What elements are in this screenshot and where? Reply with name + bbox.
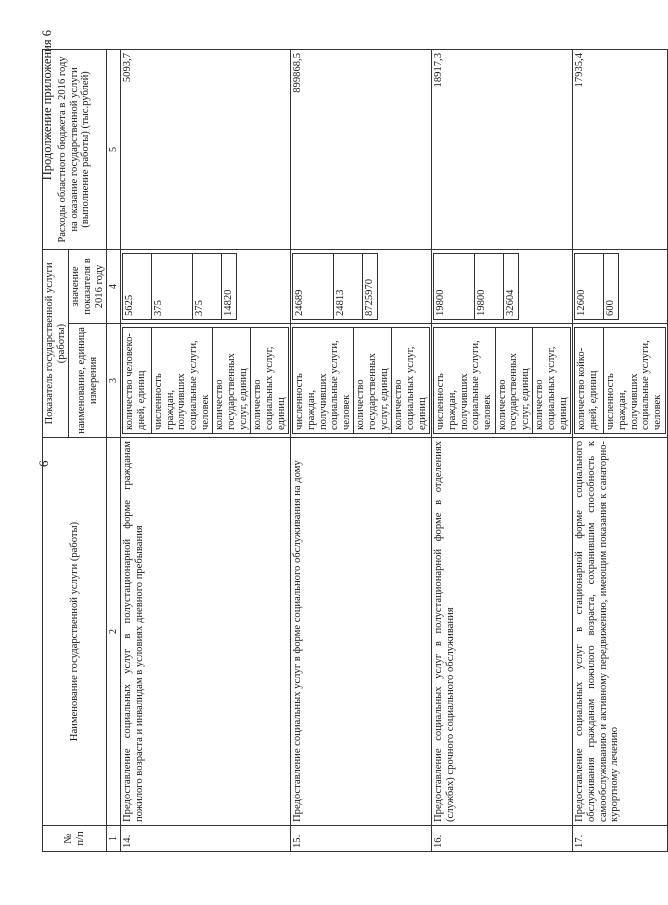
row-number: 14. — [121, 826, 291, 852]
indicator-name: количество социальных услуг, единиц — [251, 328, 289, 434]
column-number: 4 — [107, 250, 121, 324]
table-row — [291, 50, 432, 852]
indicator-value: 600 — [604, 254, 619, 320]
indicator-name: количество человеко-дней, единиц — [123, 328, 152, 434]
indicator-name: численность граждан, получивших социальные услуги, человек — [434, 328, 495, 434]
indicator-values-cell — [291, 250, 432, 324]
table-row — [573, 50, 667, 852]
indicator-name: количество государственных услуг, единиц — [213, 328, 251, 434]
indicator-value: 5625 — [123, 254, 152, 320]
indicator-name: численность граждан, получивших социальные услуги, человек — [152, 328, 213, 434]
indicator-value: 375 — [193, 254, 222, 320]
indicator-value: 24689 — [293, 254, 334, 320]
indicator-name: численность граждан, получивших социальные услуги, человек — [604, 328, 665, 434]
header-service: Наименование государственной услуги (работы) — [43, 438, 107, 826]
indicator-name: численность граждан, получивших социальные услуги, человек — [293, 328, 354, 434]
row-number: 15. — [291, 826, 432, 852]
indicator-value: 32604 — [504, 254, 519, 320]
indicator-names-cell — [121, 324, 291, 438]
expense-value: 5093,7 — [121, 50, 291, 250]
indicator-names-cell — [573, 324, 667, 438]
service-name: Предоставление социальных услуг в форме социального обслуживания на дому — [291, 438, 432, 826]
indicator-value: 12600 — [575, 254, 604, 320]
column-number: 3 — [107, 324, 121, 438]
indicator-values-cell — [432, 250, 573, 324]
header-expenses: Расходы областного бюджета в 2016 году на оказание государственной услуги (выполнение работы) (тыс.рублей) — [43, 50, 107, 250]
column-number: 2 — [107, 438, 121, 826]
indicator-values-cell — [573, 250, 667, 324]
header-indicator-name: наименование, единица измерения — [69, 324, 107, 438]
indicator-value: 375 — [152, 254, 193, 320]
header-indicator: Показатель государственной услуги (работы) — [43, 250, 69, 438]
service-name: Предоставление социальных услуг в стационарной форме социального обслуживания гражданам пожилого возраста, сохранившим способность к самообслуживанию и активному передвижению, имеющим показания к санаторно-курортному лечению — [573, 438, 667, 826]
column-number: 5 — [107, 50, 121, 250]
header-num: № п/п — [43, 826, 107, 852]
expense-value: 899868,5 — [291, 50, 432, 250]
table-row — [432, 50, 573, 852]
indicator-name: количество социальных услуг, единиц — [392, 328, 430, 434]
indicator-names-cell — [291, 324, 432, 438]
column-numbers-row — [107, 50, 121, 852]
indicator-values-cell — [121, 250, 291, 324]
service-name: Предоставление социальных услуг в полустационарной форме гражданам пожилого возраста и инвалидам в условиях дневного пребывания — [121, 438, 291, 826]
row-number: 17. — [573, 826, 667, 852]
indicator-name: количество социальных услуг, единиц — [533, 328, 571, 434]
expense-value: 18917,3 — [432, 50, 573, 250]
indicator-value: 14820 — [222, 254, 237, 320]
column-number: 1 — [107, 826, 121, 852]
page-number: 6 — [36, 460, 51, 467]
indicator-name: количество государственных услуг, единиц — [354, 328, 392, 434]
header-indicator-value: значение показателя в 2016 году — [69, 250, 107, 324]
table-row — [121, 50, 291, 852]
services-table — [42, 49, 668, 852]
indicator-name: количество государственных услуг, единиц — [495, 328, 533, 434]
indicator-names-cell — [432, 324, 573, 438]
indicator-value: 24813 — [334, 254, 363, 320]
indicator-value: 19800 — [475, 254, 504, 320]
indicator-value: 19800 — [434, 254, 475, 320]
service-name: Предоставление социальных услуг в полустационарной форме в отделениях (службах) срочного социального обслуживания — [432, 438, 573, 826]
indicator-name: количество койко-дней, единиц — [575, 328, 604, 434]
expense-value: 17935,4 — [573, 50, 667, 250]
row-number: 16. — [432, 826, 573, 852]
indicator-value: 8725970 — [363, 254, 378, 320]
continuation-label: Продолжение приложения 6 — [40, 30, 54, 181]
